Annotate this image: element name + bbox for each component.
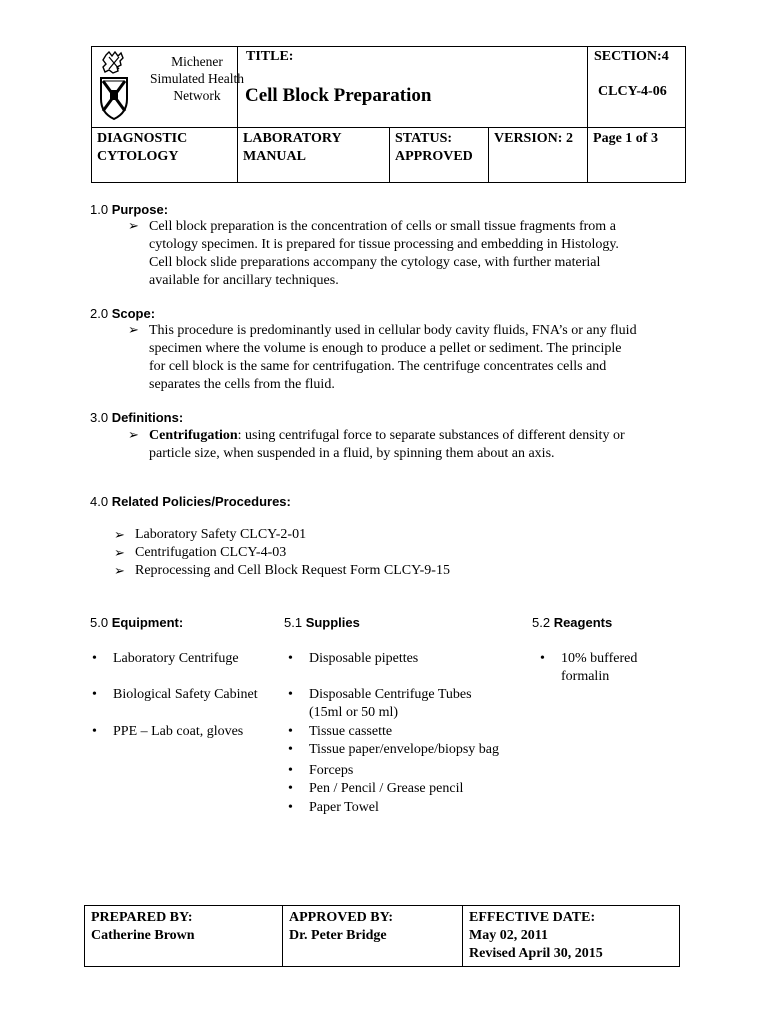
text-line: Cell block slide preparations accompany the cytology case, with further material: [149, 255, 601, 270]
arrow-bullet-icon: ➢: [114, 527, 125, 542]
effective-date: May 02, 2011: [469, 928, 548, 943]
section-title: Supplies: [305, 615, 360, 630]
title-label: TITLE:: [246, 49, 294, 64]
approved-by-label: APPROVED BY:: [289, 910, 394, 925]
section-number: SECTION:4: [594, 49, 669, 64]
text-line: cytology specimen. It is prepared for tissue processing and embedding in Histology.: [149, 237, 619, 252]
section-heading-supplies: [284, 615, 360, 630]
document-code: CLCY-4-06: [598, 84, 667, 99]
approved-by-cell: [283, 906, 463, 967]
bullet-icon: •: [288, 724, 293, 739]
page-number: Page 1 of 3: [593, 131, 658, 146]
section-heading-scope: [90, 306, 155, 321]
section-cell: [588, 47, 686, 128]
equipment-item: Laboratory Centrifuge: [113, 651, 239, 666]
section-number: 2.0: [90, 306, 112, 321]
text-line: [149, 427, 689, 445]
text-line: specimen where the volume is enough to produce a pellet or sediment. The principle: [149, 341, 622, 356]
definition-text: : using centrifugal force to separate substances of different density or: [237, 428, 625, 443]
arrow-bullet-icon: ➢: [128, 322, 139, 337]
equipment-item: PPE – Lab coat, gloves: [113, 724, 244, 739]
effective-date-cell: [463, 906, 680, 967]
prepared-by-cell: [85, 906, 283, 967]
arrow-bullet-icon: ➢: [128, 427, 139, 442]
department-cell: [92, 128, 238, 183]
revised-date: Revised April 30, 2015: [469, 946, 603, 961]
manual-cell: [238, 128, 390, 183]
arrow-bullet-icon: ➢: [114, 563, 125, 578]
section-title: Purpose:: [111, 202, 169, 217]
bullet-icon: •: [288, 687, 293, 702]
org-name-line: Network: [173, 88, 221, 103]
supply-item: Forceps: [309, 763, 354, 778]
bullet-icon: •: [288, 651, 293, 666]
status-line: APPROVED: [395, 149, 473, 164]
related-link[interactable]: Centrifugation CLCY-4-03: [135, 545, 287, 560]
supply-item: Pen / Pencil / Grease pencil: [309, 781, 464, 796]
text-line: for cell block is the same for centrifugation. The centrifuge concentrates cells and: [149, 359, 607, 374]
reagent-item: 10% buffered: [561, 651, 638, 666]
section-title: Reagents: [553, 615, 613, 630]
version: VERSION: 2: [494, 131, 573, 146]
section-heading-related: [90, 494, 291, 509]
section-heading-equipment: [90, 615, 183, 630]
section-heading-reagents: [532, 615, 612, 630]
arrow-bullet-icon: ➢: [128, 218, 139, 233]
defined-term: Centrifugation: [149, 428, 238, 443]
title-cell: [238, 47, 588, 128]
section-number: 3.0: [90, 410, 112, 425]
text-line: This procedure is predominantly used in cellular body cavity fluids, FNA’s or any fluid: [149, 323, 637, 338]
bullet-icon: •: [92, 724, 97, 739]
section-number: 4.0: [90, 494, 112, 509]
reagent-item: formalin: [561, 669, 610, 684]
section-number: 5.1: [284, 615, 306, 630]
supply-item-detail: (15ml or 50 ml): [309, 705, 399, 720]
approved-by-name: Dr. Peter Bridge: [289, 928, 387, 943]
text-line: separates the cells from the fluid.: [149, 377, 335, 392]
equipment-item: Biological Safety Cabinet: [113, 687, 258, 702]
section-title: Related Policies/Procedures:: [111, 494, 291, 509]
org-name-line: Simulated Health: [149, 71, 245, 86]
text-line: Cell block preparation is the concentration of cells or small tissue fragments from a: [149, 219, 616, 234]
prepared-by-label: PREPARED BY:: [91, 910, 193, 925]
related-link[interactable]: Laboratory Safety CLCY-2-01: [135, 527, 307, 542]
department-line: DIAGNOSTIC: [97, 131, 188, 146]
status-cell: [390, 128, 489, 183]
supply-item: Disposable pipettes: [309, 651, 419, 666]
section-number: 1.0: [90, 202, 112, 217]
section-number: 5.0: [90, 615, 112, 630]
document-title: Cell Block Preparation: [245, 85, 432, 106]
bullet-icon: •: [288, 781, 293, 796]
signoff-table: [84, 905, 680, 967]
related-link[interactable]: Reprocessing and Cell Block Request Form CLCY-9-15: [135, 563, 450, 578]
section-title: Definitions:: [111, 410, 184, 425]
section-title: Equipment:: [111, 615, 184, 630]
section-heading-purpose: [90, 202, 168, 217]
manual-line: LABORATORY: [243, 131, 342, 146]
text-line: particle size, when suspended in a fluid, by spinning them about an axis.: [149, 446, 555, 461]
org-cell: [92, 47, 245, 128]
section-title: Scope:: [111, 306, 156, 321]
supply-item: Disposable Centrifuge Tubes: [309, 687, 472, 702]
status-line: STATUS:: [395, 131, 453, 146]
supply-item: Tissue cassette: [309, 724, 393, 739]
bullet-icon: •: [92, 651, 97, 666]
version-cell: [489, 128, 588, 183]
page-cell: [588, 128, 686, 183]
bullet-icon: •: [92, 687, 97, 702]
manual-line: MANUAL: [243, 149, 306, 164]
bullet-icon: •: [540, 651, 545, 666]
prepared-by-name: Catherine Brown: [91, 928, 195, 943]
supply-item: Tissue paper/envelope/biopsy bag: [309, 742, 500, 757]
bullet-icon: •: [288, 742, 293, 757]
bullet-icon: •: [288, 763, 293, 778]
org-name-line: Michener: [171, 54, 223, 69]
text-line: available for ancillary techniques.: [149, 273, 339, 288]
document-header-table: [91, 46, 686, 183]
bullet-icon: •: [288, 800, 293, 815]
arrow-bullet-icon: ➢: [114, 545, 125, 560]
section-number: 5.2: [532, 615, 554, 630]
department-line: CYTOLOGY: [97, 149, 179, 164]
effective-date-label: EFFECTIVE DATE:: [469, 910, 596, 925]
crest-icon: [97, 51, 131, 123]
supply-item: Paper Towel: [309, 800, 379, 815]
section-heading-definitions: [90, 410, 183, 425]
